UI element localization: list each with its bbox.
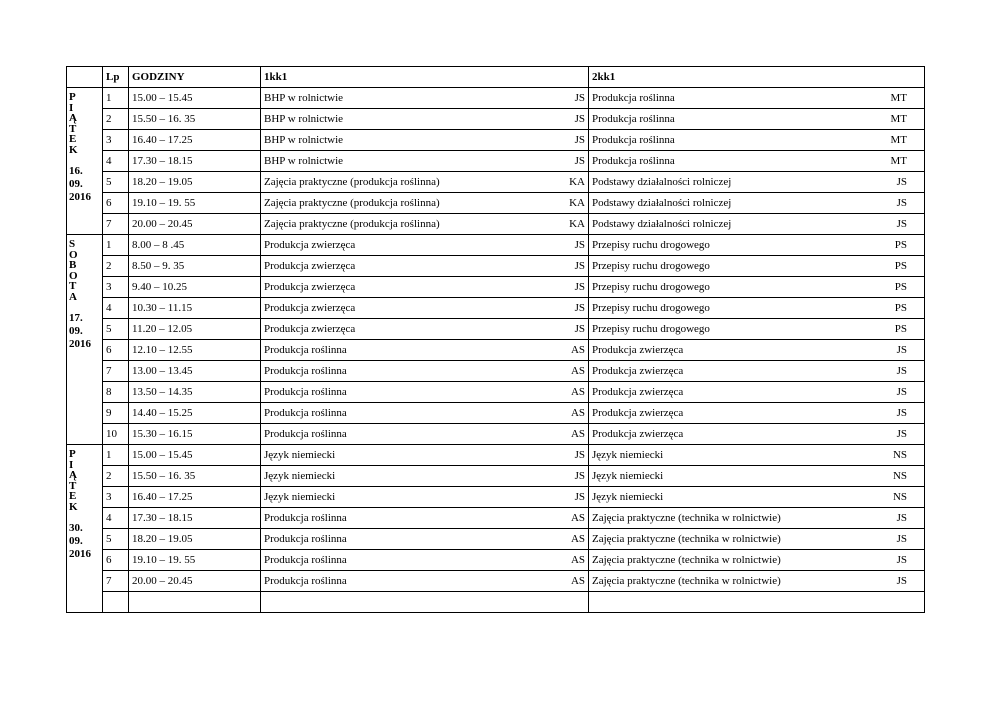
subject-label: Przepisy ruchu drogowego	[592, 239, 710, 251]
time-cell: 15.00 – 15.45	[129, 445, 261, 466]
lp-cell: 5	[103, 529, 129, 550]
empty-cell	[589, 592, 925, 613]
lp-cell: 10	[103, 424, 129, 445]
teacher-initials: AS	[570, 575, 585, 587]
time-cell: 18.20 – 19.05	[129, 172, 261, 193]
teacher-initials: JS	[896, 365, 907, 377]
time-cell: 17.30 – 18.15	[129, 508, 261, 529]
table-row	[67, 130, 925, 151]
teacher-initials: JS	[574, 323, 585, 335]
subject-label: Produkcja zwierzęca	[264, 239, 356, 251]
table-row	[67, 109, 925, 130]
lp-cell: 6	[103, 193, 129, 214]
table-row	[67, 466, 925, 487]
day-date: 17. 09. 2016	[69, 312, 91, 350]
day-header-cell	[67, 67, 103, 88]
group2-cell	[589, 193, 925, 214]
subject-label: Podstawy działalności rolniczej	[592, 176, 732, 188]
day-cell	[67, 445, 103, 613]
group1-cell	[261, 403, 589, 424]
table-row	[67, 487, 925, 508]
table-row	[67, 382, 925, 403]
subject-label: Produkcja zwierzęca	[264, 323, 356, 335]
group2-cell	[589, 508, 925, 529]
table-row	[67, 277, 925, 298]
teacher-initials: JS	[574, 239, 585, 251]
lp-cell: 6	[103, 550, 129, 571]
time-cell: 17.30 – 18.15	[129, 151, 261, 172]
teacher-initials: AS	[570, 512, 585, 524]
subject-label: Język niemiecki	[592, 449, 664, 461]
group1-cell	[261, 508, 589, 529]
teacher-initials: JS	[896, 512, 907, 524]
lp-cell: 1	[103, 445, 129, 466]
lp-cell: 3	[103, 130, 129, 151]
table-row	[67, 88, 925, 109]
teacher-initials: MT	[890, 155, 907, 167]
group2-cell	[589, 151, 925, 172]
lp-cell: 3	[103, 487, 129, 508]
schedule-table	[66, 66, 925, 613]
group2-cell	[589, 235, 925, 256]
lp-cell: 4	[103, 298, 129, 319]
group1-cell	[261, 130, 589, 151]
subject-label: Zajęcia praktyczne (produkcja roślinna)	[264, 176, 440, 188]
teacher-initials: MT	[890, 92, 907, 104]
subject-label: Produkcja roślinna	[264, 407, 347, 419]
subject-label: Produkcja roślinna	[592, 113, 675, 125]
subject-label: Przepisy ruchu drogowego	[592, 323, 710, 335]
day-cell	[67, 88, 103, 235]
group1-cell	[261, 193, 589, 214]
group2-cell	[589, 403, 925, 424]
time-cell: 15.30 – 16.15	[129, 424, 261, 445]
group1-cell	[261, 424, 589, 445]
group1-cell	[261, 88, 589, 109]
empty-cell	[103, 592, 129, 613]
group2-cell	[589, 445, 925, 466]
group2-cell	[589, 319, 925, 340]
subject-label: Produkcja roślinna	[264, 386, 347, 398]
lp-cell: 1	[103, 88, 129, 109]
table-row	[67, 424, 925, 445]
table-row	[67, 550, 925, 571]
subject-label: Zajęcia praktyczne (produkcja roślinna)	[264, 218, 440, 230]
time-cell: 18.20 – 19.05	[129, 529, 261, 550]
subject-label: Język niemiecki	[264, 491, 336, 503]
day-date: 30. 09. 2016	[69, 522, 91, 560]
teacher-initials: AS	[570, 407, 585, 419]
table-row	[67, 256, 925, 277]
subject-label: Produkcja roślinna	[264, 575, 347, 587]
table-row	[67, 361, 925, 382]
time-cell: 9.40 – 10.25	[129, 277, 261, 298]
group2-cell	[589, 298, 925, 319]
group2-cell	[589, 109, 925, 130]
group2-cell	[589, 88, 925, 109]
time-cell: 16.40 – 17.25	[129, 130, 261, 151]
group1-cell	[261, 277, 589, 298]
teacher-initials: NS	[892, 470, 907, 482]
group2-cell	[589, 256, 925, 277]
empty-row	[67, 592, 925, 613]
day-cell	[67, 235, 103, 445]
group2-cell	[589, 466, 925, 487]
subject-label: Język niemiecki	[592, 491, 664, 503]
group1-cell	[261, 487, 589, 508]
time-cell: 19.10 – 19. 55	[129, 550, 261, 571]
time-cell: 10.30 – 11.15	[129, 298, 261, 319]
empty-cell	[129, 592, 261, 613]
time-cell: 19.10 – 19. 55	[129, 193, 261, 214]
teacher-initials: JS	[896, 218, 907, 230]
subject-label: Produkcja roślinna	[592, 92, 675, 104]
teacher-initials: JS	[574, 449, 585, 461]
subject-label: Produkcja roślinna	[264, 554, 347, 566]
group1-cell	[261, 382, 589, 403]
table-row	[67, 172, 925, 193]
subject-label: Produkcja roślinna	[264, 344, 347, 356]
subject-label: BHP w rolnictwie	[264, 113, 344, 125]
subject-label: Zajęcia praktyczne (technika w rolnictwie)	[592, 554, 781, 566]
group2-header: 2kk1	[589, 67, 925, 88]
teacher-initials: MT	[890, 113, 907, 125]
lp-cell: 2	[103, 109, 129, 130]
lp-cell: 2	[103, 256, 129, 277]
subject-label: Zajęcia praktyczne (technika w rolnictwie)	[592, 575, 781, 587]
subject-label: Produkcja zwierzęca	[592, 365, 684, 377]
group1-cell	[261, 550, 589, 571]
teacher-initials: AS	[570, 554, 585, 566]
lp-cell: 7	[103, 571, 129, 592]
teacher-initials: JS	[896, 197, 907, 209]
group1-cell	[261, 466, 589, 487]
day-name: PIĄTEK	[69, 448, 78, 513]
teacher-initials: PS	[894, 323, 907, 335]
group2-cell	[589, 424, 925, 445]
lp-cell: 6	[103, 340, 129, 361]
teacher-initials: PS	[894, 239, 907, 251]
teacher-initials: JS	[896, 533, 907, 545]
table-row	[67, 508, 925, 529]
teacher-initials: JS	[896, 176, 907, 188]
teacher-initials: AS	[570, 344, 585, 356]
header-row	[67, 67, 925, 88]
schedule-body	[67, 88, 925, 613]
subject-label: Produkcja zwierzęca	[264, 302, 356, 314]
teacher-initials: JS	[574, 113, 585, 125]
teacher-initials: JS	[896, 407, 907, 419]
subject-label: Produkcja zwierzęca	[592, 344, 684, 356]
lp-cell: 1	[103, 235, 129, 256]
time-cell: 12.10 – 12.55	[129, 340, 261, 361]
group1-cell	[261, 235, 589, 256]
subject-label: Przepisy ruchu drogowego	[592, 260, 710, 272]
table-row	[67, 571, 925, 592]
group2-cell	[589, 172, 925, 193]
day-name: SOBOTA	[69, 238, 78, 303]
group1-cell	[261, 298, 589, 319]
group1-cell	[261, 214, 589, 235]
subject-label: Produkcja roślinna	[264, 428, 347, 440]
subject-label: Przepisy ruchu drogowego	[592, 281, 710, 293]
subject-label: Produkcja roślinna	[264, 512, 347, 524]
subject-label: Zajęcia praktyczne (technika w rolnictwie)	[592, 533, 781, 545]
group2-cell	[589, 382, 925, 403]
group1-cell	[261, 571, 589, 592]
time-cell: 13.00 – 13.45	[129, 361, 261, 382]
group1-cell	[261, 256, 589, 277]
subject-label: Zajęcia praktyczne (technika w rolnictwie)	[592, 512, 781, 524]
table-row	[67, 319, 925, 340]
hours-header: GODZINY	[129, 67, 261, 88]
teacher-initials: KA	[569, 176, 585, 188]
lp-cell: 7	[103, 361, 129, 382]
teacher-initials: JS	[896, 554, 907, 566]
teacher-initials: AS	[570, 533, 585, 545]
subject-label: BHP w rolnictwie	[264, 155, 344, 167]
lp-header: Lp	[103, 67, 129, 88]
teacher-initials: JS	[574, 470, 585, 482]
table-row	[67, 403, 925, 424]
subject-label: BHP w rolnictwie	[264, 92, 344, 104]
teacher-initials: JS	[574, 281, 585, 293]
teacher-initials: AS	[570, 386, 585, 398]
lp-cell: 9	[103, 403, 129, 424]
group2-cell	[589, 130, 925, 151]
group1-cell	[261, 445, 589, 466]
table-row	[67, 340, 925, 361]
time-cell: 16.40 – 17.25	[129, 487, 261, 508]
teacher-initials: AS	[570, 428, 585, 440]
group2-cell	[589, 277, 925, 298]
teacher-initials: JS	[896, 344, 907, 356]
teacher-initials: JS	[574, 491, 585, 503]
teacher-initials: PS	[894, 281, 907, 293]
group2-cell	[589, 529, 925, 550]
lp-cell: 3	[103, 277, 129, 298]
time-cell: 15.50 – 16. 35	[129, 466, 261, 487]
teacher-initials: PS	[894, 260, 907, 272]
group1-cell	[261, 340, 589, 361]
teacher-initials: KA	[569, 218, 585, 230]
teacher-initials: JS	[574, 155, 585, 167]
subject-label: Produkcja zwierzęca	[592, 428, 684, 440]
time-cell: 14.40 – 15.25	[129, 403, 261, 424]
time-cell: 8.50 – 9. 35	[129, 256, 261, 277]
subject-label: Produkcja roślinna	[264, 533, 347, 545]
subject-label: Przepisy ruchu drogowego	[592, 302, 710, 314]
group1-cell	[261, 151, 589, 172]
lp-cell: 8	[103, 382, 129, 403]
time-cell: 20.00 – 20.45	[129, 571, 261, 592]
subject-label: BHP w rolnictwie	[264, 134, 344, 146]
table-row	[67, 445, 925, 466]
time-cell: 20.00 – 20.45	[129, 214, 261, 235]
subject-label: Produkcja roślinna	[592, 134, 675, 146]
lp-cell: 4	[103, 151, 129, 172]
teacher-initials: PS	[894, 302, 907, 314]
lp-cell: 2	[103, 466, 129, 487]
lp-cell: 5	[103, 172, 129, 193]
group2-cell	[589, 214, 925, 235]
time-cell: 15.00 – 15.45	[129, 88, 261, 109]
subject-label: Język niemiecki	[264, 449, 336, 461]
teacher-initials: JS	[896, 428, 907, 440]
teacher-initials: JS	[896, 575, 907, 587]
empty-cell	[261, 592, 589, 613]
table-row	[67, 193, 925, 214]
subject-label: Produkcja roślinna	[264, 365, 347, 377]
day-name: PIĄTEK	[69, 91, 78, 156]
subject-label: Podstawy działalności rolniczej	[592, 218, 732, 230]
teacher-initials: NS	[892, 491, 907, 503]
group2-cell	[589, 571, 925, 592]
table-row	[67, 214, 925, 235]
subject-label: Zajęcia praktyczne (produkcja roślinna)	[264, 197, 440, 209]
teacher-initials: JS	[574, 134, 585, 146]
table-row	[67, 235, 925, 256]
teacher-initials: KA	[569, 197, 585, 209]
group1-cell	[261, 361, 589, 382]
group1-cell	[261, 109, 589, 130]
group1-cell	[261, 172, 589, 193]
teacher-initials: JS	[574, 260, 585, 272]
time-cell: 15.50 – 16. 35	[129, 109, 261, 130]
subject-label: Produkcja zwierzęca	[592, 407, 684, 419]
group1-header: 1kk1	[261, 67, 589, 88]
subject-label: Produkcja roślinna	[592, 155, 675, 167]
group2-cell	[589, 340, 925, 361]
time-cell: 11.20 – 12.05	[129, 319, 261, 340]
teacher-initials: NS	[892, 449, 907, 461]
day-date: 16. 09. 2016	[69, 165, 91, 203]
subject-label: Produkcja zwierzęca	[592, 386, 684, 398]
lp-cell: 5	[103, 319, 129, 340]
lp-cell: 4	[103, 508, 129, 529]
group1-cell	[261, 529, 589, 550]
group2-cell	[589, 550, 925, 571]
subject-label: Produkcja zwierzęca	[264, 260, 356, 272]
subject-label: Język niemiecki	[264, 470, 336, 482]
table-row	[67, 298, 925, 319]
group2-cell	[589, 487, 925, 508]
time-cell: 8.00 – 8 .45	[129, 235, 261, 256]
subject-label: Język niemiecki	[592, 470, 664, 482]
subject-label: Produkcja zwierzęca	[264, 281, 356, 293]
teacher-initials: AS	[570, 365, 585, 377]
group2-cell	[589, 361, 925, 382]
lp-cell: 7	[103, 214, 129, 235]
time-cell: 13.50 – 14.35	[129, 382, 261, 403]
table-row	[67, 151, 925, 172]
teacher-initials: JS	[574, 302, 585, 314]
table-row	[67, 529, 925, 550]
teacher-initials: MT	[890, 134, 907, 146]
teacher-initials: JS	[574, 92, 585, 104]
group1-cell	[261, 319, 589, 340]
subject-label: Podstawy działalności rolniczej	[592, 197, 732, 209]
teacher-initials: JS	[896, 386, 907, 398]
